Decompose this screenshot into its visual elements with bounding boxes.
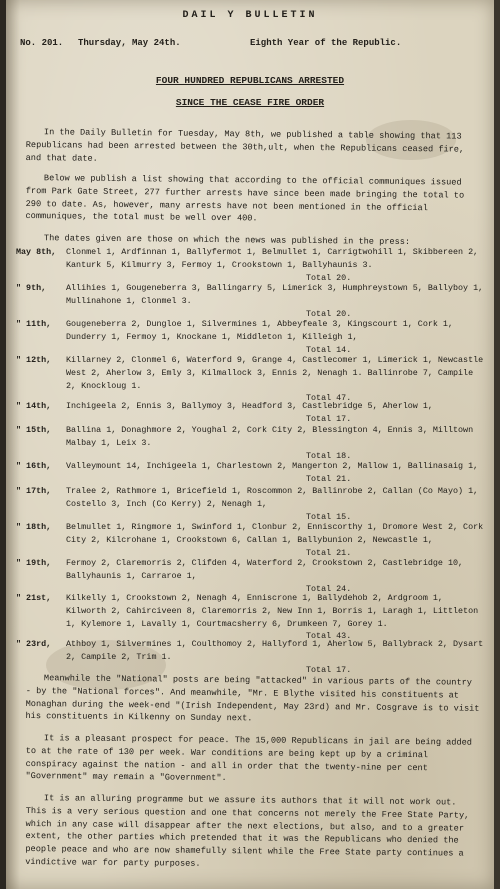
entry-date: " 23rd, — [16, 639, 52, 649]
issue-date: Thursday, May 24th. — [78, 38, 181, 48]
republic-year: Eighth Year of the Republic. — [250, 38, 402, 48]
entry-date: May 8th, — [16, 247, 57, 257]
entry-date: " 17th, — [16, 486, 52, 496]
intro-paragraph-3: The dates given are those on which the news was published in the press: — [43, 233, 411, 248]
entry-date: " 18th, — [16, 522, 52, 532]
headline-title: FOUR HUNDRED REPUBLICANS ARRESTED — [155, 75, 345, 86]
entry-text: Allihies 1, Gougeneberra 3, Ballingarry 5, Limerick 3, Humphreystown 5, Ballyboy 1, Mullinahone 1, Clonmel 3. Total 20. — [66, 282, 486, 320]
entry-total: Total 17. — [306, 664, 352, 675]
headline-subtitle: SINCE THE CEASE FIRE ORDER — [175, 97, 325, 108]
entry-total: Total 47. — [306, 393, 352, 404]
entry-date: " 14th, — [16, 401, 52, 411]
entry-text: Inchigeela 2, Ennis 3, Ballymoy 3, Headford 3, Castlebridge 5, Aherlow 1, Total 17. — [66, 400, 486, 426]
entry-total: Total 21. — [306, 547, 352, 558]
masthead: DAIL Y BULLETIN — [182, 10, 318, 21]
entry-date: " 21st, — [16, 593, 52, 603]
entry-total: Total 15. — [306, 511, 352, 522]
entry-date: " 12th, — [16, 355, 52, 365]
entry-text: Fermoy 2, Claremorris 2, Clifden 4, Waterford 2, Crookstown 2, Castlebridge 10, Ballyhaunis 1, Carraroe 1, Total 24. — [66, 557, 486, 595]
entry-text: Gougeneberra 2, Dungloe 1, Silvermines 1, Abbeyfeale 3, Kingscourt 1, Cork 1, Dunderry 1, Fermoy 1, Knockane 1, Middleton 1, Killeigh 1, Total 14. — [66, 318, 486, 356]
entry-text: Athboy 1, Silvermines 1, Coulthomoy 2, Hallyford 1, Aherlow 5, Ballybrack 2, Dysart 2, Campile 2, Trim 1. Total 17. — [66, 638, 486, 676]
entry-total: Total 18. — [306, 450, 352, 461]
entry-total: Total 20. — [306, 308, 352, 319]
entry-date: " 19th, — [16, 558, 52, 568]
entry-text: Belmullet 1, Ringmore 1, Swinford 1, Clonbur 2, Enniscorthy 1, Dromore West 2, Cork City 2, Kilcrohane 1, Crookstown 6, Callan 1, Ballybunion 2, Newcastle 1, Total 21. — [66, 521, 486, 559]
issue-number: No. 201. — [20, 38, 64, 48]
document-page — [6, 0, 494, 889]
body-paragraph-3: It is an alluring programme but we assure its authors that it will not work out. This is a very serious question and one that concerns not merely the Free State Party, which in any case will disappear after the next elections, but also, and to a greater extent, the other parties which pretended that it was the Republicans who denied the people peace and who are now shamefully silent while the Free State party continues a vindictive war for party purposes. — [25, 793, 470, 869]
body-paragraph-2: It is a pleasant prospect for peace. The 15,000 Republicans in jail are being added to at the rate of 130 per week. War conditions are being kept up by a criminal conspiracy against the nation - and all in order that the twenty-nine per cent "Government" may remain a "Government". — [25, 733, 473, 784]
entry-text: Ballina 1, Donaghmore 2, Youghal 2, Cork City 2, Blessington 4, Ennis 3, Milltown Malbay 1, Leix 3. Total 18. — [66, 424, 486, 462]
entry-text: Tralee 2, Rathmore 1, Bricefield 1, Roscommon 2, Ballinrobe 2, Callan (Co Mayo) 1, Costello 3, Inch (Co Kerry) 2, Nenagh 1, Total 15. — [66, 485, 486, 523]
entry-date: " 11th, — [16, 319, 52, 329]
entry-total: Total 21. — [306, 473, 352, 484]
entry-date: " 9th, — [16, 283, 47, 293]
entry-total: Total 24. — [306, 583, 352, 594]
body-paragraph-1: Meanwhile the "National" posts are being "attacked" in various parts of the country - by the "National forces". And meanwhile, "Mr. E Blythe visited his constituents at Monaghan during the week-end "(Irish Independent, May 23rd) and Mr. Cosgrave is to visit his constituents in Kilkenny on Sunday next. — [25, 673, 480, 724]
entry-total: Total 43. — [306, 631, 352, 642]
entry-date: " 16th, — [16, 461, 52, 471]
intro-paragraph-2: Below we publish a list showing that according to the official communiques issued from Park Gate Street, 277 further arrests have since been made bringing the total to 290 to date. As, however, many arrests have not been mentioned in the official communiques, the total must be well over 400. — [25, 173, 465, 224]
entry-total: Total 14. — [306, 344, 352, 355]
entry-total: Total 20. — [306, 272, 352, 283]
entry-text: Valleymount 14, Inchigeela 1, Charlestown 2, Mangerton 2, Mallow 1, Ballinasaig 1, Total 21. — [66, 460, 486, 486]
intro-paragraph-1: In the Daily Bulletin for Tuesday, May 8th, we published a table showing that 113 Republicans had been arrested between the 30th,ult, when the Republicans ceased fire, and that date. — [25, 127, 465, 164]
entry-text: Clonmel 1, Ardfinnan 1, Ballyfermot 1, Belmullet 1, Carrigtwohill 1, Skibbereen 2, Kanturk 5, Kilmurry 3, Fermoy 1, Crookstown 1, Ballyhaunis 3. Total 20. — [66, 246, 486, 284]
entry-text: Kilkelly 1, Crookstown 2, Nenagh 4, Enniscrone 1, Ballydehob 2, Ardgroom 1, Kilworth 2, Cahirciveen 8, Claremorris 2, New Inn 1, Borris 1, Laragh 1, Littleton 1, Kylemore 1, Lavally 1, Courtmacsherry 6, Drumkeen 7, Gorey 1. Total 43. — [66, 592, 486, 643]
entry-total: Total 17. — [306, 413, 352, 424]
entry-date: " 15th, — [16, 425, 52, 435]
entry-text: Killarney 2, Clonmel 6, Waterford 9, Grange 4, Castlecomer 1, Limerick 1, Newcastle West 2, Aherlow 3, Emly 3, Kilmallock 3, Ennis 2, Nenagh 1. Ballinrobe 7, Campile 2, Knockloug 1. Total 47. — [66, 354, 486, 405]
